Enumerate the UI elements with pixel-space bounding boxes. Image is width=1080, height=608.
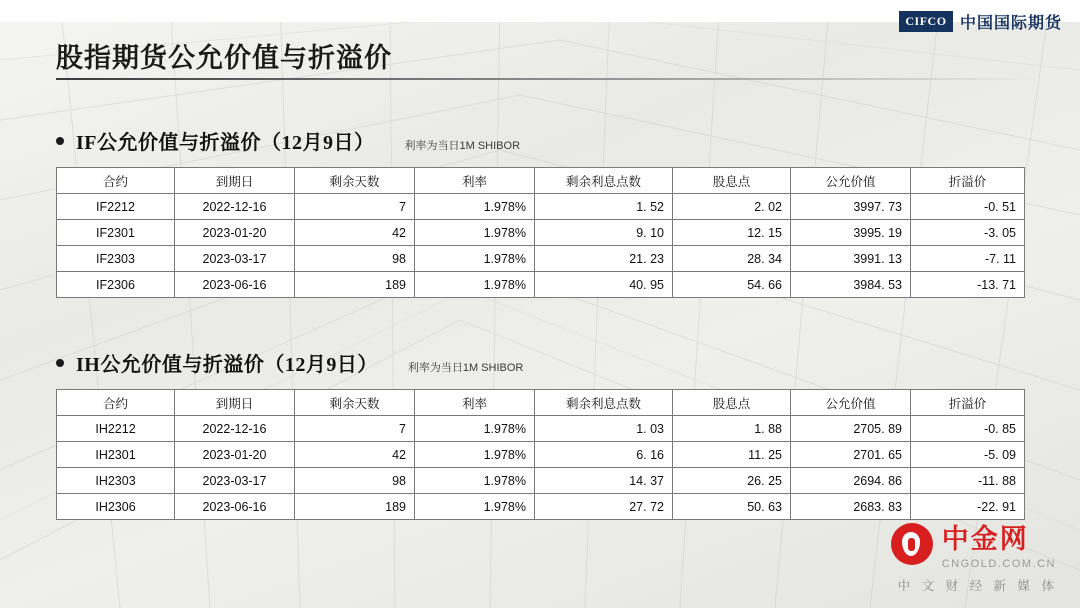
table-row: [57, 416, 1025, 442]
watermark-name: 中金网: [941, 524, 1029, 554]
cell-days-remaining: 42: [295, 220, 415, 246]
cell-contract: IF2301: [57, 220, 175, 246]
column-header-dividend-points: 股息点: [673, 390, 791, 416]
cifco-logo-mark: CIFCO: [899, 11, 953, 32]
section-ih-note: 利率为当日1M SHIBOR: [407, 362, 524, 374]
table-row: [57, 220, 1025, 246]
table-row: [57, 442, 1025, 468]
company-logo: [899, 10, 1062, 33]
cell-rate: 1.978%: [415, 194, 535, 220]
cell-contract: IH2301: [57, 442, 175, 468]
watermark: [891, 517, 1058, 594]
cell-rate: 1.978%: [415, 246, 535, 272]
cell-expiry: 2022-12-16: [175, 194, 295, 220]
column-header-fair-value: 公允价值: [791, 168, 911, 194]
cngold-logo-icon: [891, 523, 933, 565]
section-if-note: 利率为当日1M SHIBOR: [404, 140, 521, 152]
column-header-remaining-interest-points: 剩余利息点数: [535, 390, 673, 416]
cell-premium-discount: -11. 88: [911, 468, 1025, 494]
watermark-tagline: 中 文 财 经 新 媒 体: [897, 579, 1058, 593]
cell-fair-value: 3991. 13: [791, 246, 911, 272]
cell-rate: 1.978%: [415, 272, 535, 298]
cell-rate: 1.978%: [415, 416, 535, 442]
cell-dividend-points: 2. 02: [673, 194, 791, 220]
column-header-contract: 合约: [57, 390, 175, 416]
cell-days-remaining: 98: [295, 468, 415, 494]
column-header-expiry: 到期日: [175, 168, 295, 194]
cell-days-remaining: 7: [295, 194, 415, 220]
cell-expiry: 2023-01-20: [175, 220, 295, 246]
cell-fair-value: 2705. 89: [791, 416, 911, 442]
cell-dividend-points: 11. 25: [673, 442, 791, 468]
column-header-contract: 合约: [57, 168, 175, 194]
table-header-row: [57, 168, 1025, 194]
cell-contract: IH2303: [57, 468, 175, 494]
section-ih: [56, 348, 1025, 520]
table-row: [57, 194, 1025, 220]
column-header-rate: 利率: [415, 390, 535, 416]
cell-remaining-interest-points: 21. 23: [535, 246, 673, 272]
section-ih-title: IH公允价值与折溢价（12月9日）: [76, 354, 378, 376]
cell-dividend-points: 54. 66: [673, 272, 791, 298]
table-header-row: [57, 390, 1025, 416]
column-header-premium-discount: 折溢价: [911, 390, 1025, 416]
page-title: 股指期货公允价值与折溢价: [56, 43, 392, 73]
cell-fair-value: 2701. 65: [791, 442, 911, 468]
cell-remaining-interest-points: 1. 03: [535, 416, 673, 442]
cell-expiry: 2023-03-17: [175, 246, 295, 272]
table-row: [57, 272, 1025, 298]
cell-premium-discount: -0. 85: [911, 416, 1025, 442]
cell-remaining-interest-points: 6. 16: [535, 442, 673, 468]
column-header-days-remaining: 剩余天数: [295, 390, 415, 416]
cell-dividend-points: 12. 15: [673, 220, 791, 246]
cell-expiry: 2023-03-17: [175, 468, 295, 494]
cell-contract: IF2303: [57, 246, 175, 272]
cell-expiry: 2023-01-20: [175, 442, 295, 468]
column-header-days-remaining: 剩余天数: [295, 168, 415, 194]
company-name: 中国国际期货: [959, 15, 1062, 32]
bullet-icon: [56, 137, 64, 145]
column-header-fair-value: 公允价值: [791, 390, 911, 416]
section-if-title: IF公允价值与折溢价（12月9日）: [76, 132, 375, 154]
cell-dividend-points: 50. 63: [673, 494, 791, 520]
cell-premium-discount: -3. 05: [911, 220, 1025, 246]
cell-dividend-points: 1. 88: [673, 416, 791, 442]
cell-fair-value: 3997. 73: [791, 194, 911, 220]
cell-contract: IF2306: [57, 272, 175, 298]
cell-premium-discount: -22. 91: [911, 494, 1025, 520]
cell-remaining-interest-points: 1. 52: [535, 194, 673, 220]
cell-remaining-interest-points: 40. 95: [535, 272, 673, 298]
cell-remaining-interest-points: 27. 72: [535, 494, 673, 520]
cell-days-remaining: 189: [295, 272, 415, 298]
cell-dividend-points: 28. 34: [673, 246, 791, 272]
cell-days-remaining: 98: [295, 246, 415, 272]
cell-expiry: 2023-06-16: [175, 494, 295, 520]
cell-dividend-points: 26. 25: [673, 468, 791, 494]
column-header-rate: 利率: [415, 168, 535, 194]
cell-rate: 1.978%: [415, 494, 535, 520]
if-table: [56, 167, 1025, 298]
cell-days-remaining: 42: [295, 442, 415, 468]
section-ih-header: [56, 348, 1025, 377]
cell-premium-discount: -5. 09: [911, 442, 1025, 468]
column-header-expiry: 到期日: [175, 390, 295, 416]
cell-rate: 1.978%: [415, 220, 535, 246]
cell-contract: IH2306: [57, 494, 175, 520]
cell-premium-discount: -0. 51: [911, 194, 1025, 220]
column-header-dividend-points: 股息点: [673, 168, 791, 194]
cell-remaining-interest-points: 14. 37: [535, 468, 673, 494]
table-row: [57, 246, 1025, 272]
cell-days-remaining: 7: [295, 416, 415, 442]
cell-remaining-interest-points: 9. 10: [535, 220, 673, 246]
cell-fair-value: 3995. 19: [791, 220, 911, 246]
column-header-premium-discount: 折溢价: [911, 168, 1025, 194]
watermark-brand: [891, 517, 1058, 570]
table-row: [57, 494, 1025, 520]
cell-rate: 1.978%: [415, 442, 535, 468]
bullet-icon: [56, 359, 64, 367]
section-if-header: [56, 126, 1025, 155]
cell-fair-value: 2694. 86: [791, 468, 911, 494]
cell-fair-value: 2683. 83: [791, 494, 911, 520]
title-divider: [56, 78, 1036, 80]
cell-fair-value: 3984. 53: [791, 272, 911, 298]
cell-expiry: 2023-06-16: [175, 272, 295, 298]
watermark-url: CNGOLD.COM.CN: [941, 558, 1056, 570]
cell-days-remaining: 189: [295, 494, 415, 520]
section-if: [56, 126, 1025, 298]
ih-table: [56, 389, 1025, 520]
cell-premium-discount: -13. 71: [911, 272, 1025, 298]
cell-contract: IH2212: [57, 416, 175, 442]
table-row: [57, 468, 1025, 494]
cell-expiry: 2022-12-16: [175, 416, 295, 442]
cell-premium-discount: -7. 11: [911, 246, 1025, 272]
column-header-remaining-interest-points: 剩余利息点数: [535, 168, 673, 194]
cell-contract: IF2212: [57, 194, 175, 220]
cell-rate: 1.978%: [415, 468, 535, 494]
